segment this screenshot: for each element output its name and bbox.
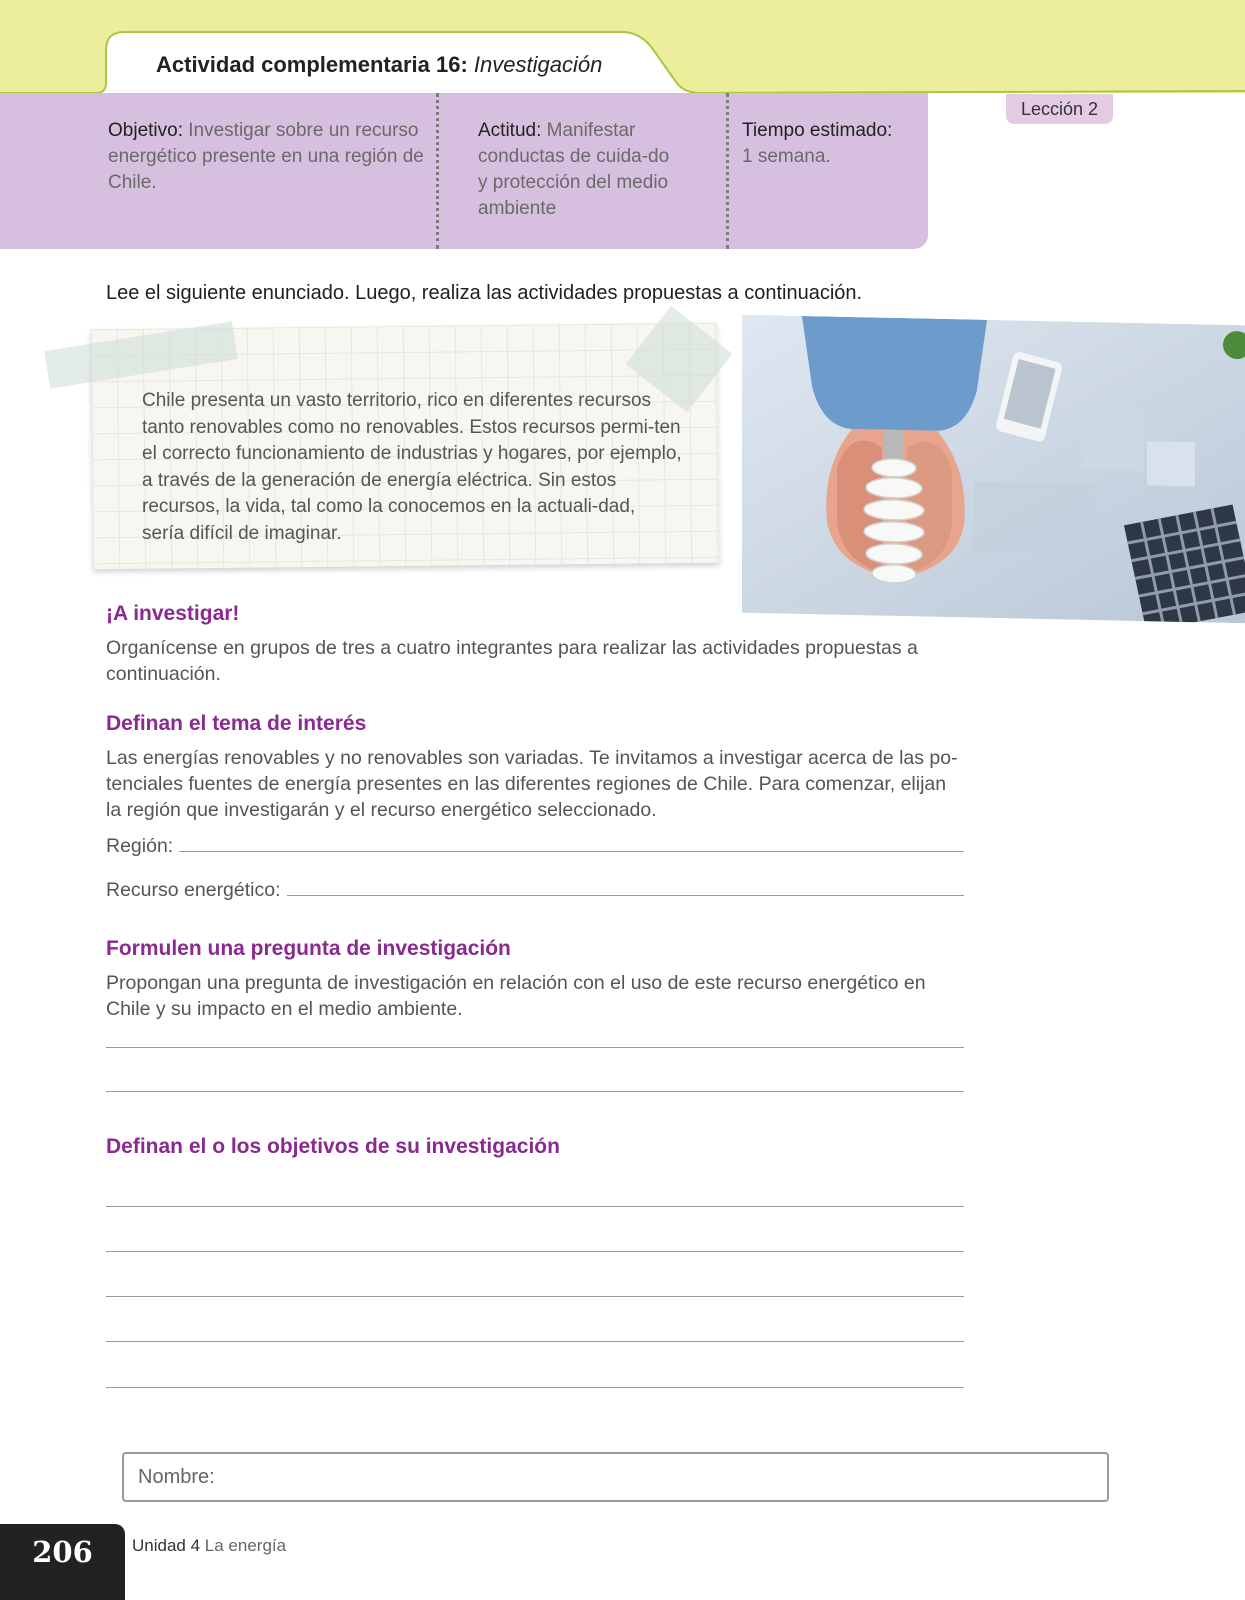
unit-name: La energía	[204, 1536, 287, 1555]
recurso-field[interactable]	[106, 874, 964, 902]
recurso-label: Recurso energético:	[106, 879, 281, 901]
investigar-text: Organícense en grupos de tres a cuatro integrantes para realizar las actividades propuestas a continuación.	[106, 637, 918, 685]
answer-line[interactable]	[106, 1091, 964, 1092]
intro-instruction: Lee el siguiente enunciado. Luego, realiza las actividades propuestas a continuación.	[106, 282, 863, 304]
section-heading-investigar: ¡A investigar!	[106, 602, 240, 625]
answer-line[interactable]	[106, 1047, 964, 1048]
region-label: Región:	[106, 835, 174, 857]
actitud-block	[478, 118, 683, 222]
column-divider	[436, 93, 439, 249]
unit-number: Unidad 4	[132, 1536, 201, 1555]
actitud-label: Actitud:	[478, 120, 542, 141]
note-text: Chile presenta un vasto territorio, rico en diferentes recursos tanto renovables como no renovables. Estos recursos permi-ten el correcto funcionamiento de industrias y hogares, por ejemplo, a través de la generación de energía eléctrica. Sin estos recursos, la vida, tal como la conocemos en la actuali-dad, sería difícil de imaginar.	[142, 390, 682, 544]
objetivo-label: Objetivo:	[108, 120, 183, 141]
section-heading-pregunta: Formulen una pregunta de investigación	[106, 937, 511, 960]
actitud-text: Manifestar conductas de cuida-do y protección del medio ambiente	[478, 120, 670, 219]
section-heading-objetivos: Definan el o los objetivos de su investigación	[106, 1135, 560, 1158]
header-band	[0, 0, 1245, 95]
tiempo-block	[742, 118, 922, 170]
answer-line[interactable]	[106, 1387, 964, 1388]
region-field[interactable]	[106, 830, 964, 858]
hands-lightbulb-photo	[742, 315, 1245, 624]
objetivo-block	[108, 118, 426, 196]
answer-line[interactable]	[106, 1251, 964, 1252]
reading-note	[92, 326, 718, 566]
tiempo-label: Tiempo estimado:	[742, 120, 893, 141]
tiempo-text: 1 semana.	[742, 146, 831, 167]
title-bold: Actividad complementaria 16:	[156, 52, 468, 77]
tema-text: Las energías renovables y no renovables son variadas. Te invitamos a investigar acerca de las po-tenciales fuentes de energía presentes en las diferentes regiones de Chile. Para comenzar, elijan la región que investigarán y el recurso energético seleccionado.	[106, 747, 958, 821]
section-heading-tema: Definan el tema de interés	[106, 712, 367, 735]
pregunta-text: Propongan una pregunta de investigación en relación con el uso de este recurso energético en Chile y su impacto en el medio ambiente.	[106, 972, 926, 1020]
recurso-line[interactable]	[287, 895, 964, 896]
name-label: Nombre:	[138, 1465, 215, 1488]
page-title	[156, 52, 602, 78]
answer-line[interactable]	[106, 1206, 964, 1207]
lightbulb-icon	[742, 315, 1245, 624]
answer-line[interactable]	[106, 1341, 964, 1342]
name-field[interactable]	[122, 1452, 1109, 1502]
objetivo-text: Investigar sobre un recurso energético presente en una región de Chile.	[108, 120, 424, 193]
region-line[interactable]	[179, 851, 964, 852]
unit-label	[132, 1536, 286, 1556]
page-number: 206	[0, 1524, 125, 1600]
column-divider	[726, 93, 729, 249]
answer-line[interactable]	[106, 1296, 964, 1297]
title-italic: Investigación	[473, 52, 603, 77]
leccion-badge: Lección 2	[1006, 94, 1113, 124]
